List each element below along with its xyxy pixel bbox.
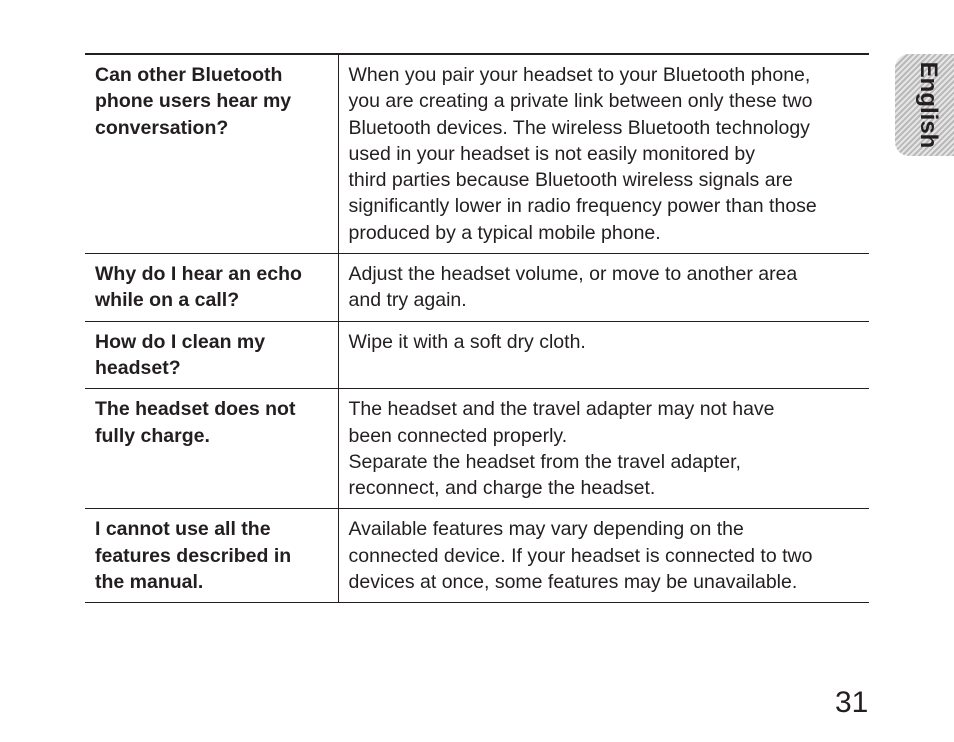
answer-line: and try again.: [348, 289, 467, 312]
faq-question: [85, 254, 338, 322]
answer-line: used in your headset is not easily monitored by: [348, 142, 755, 165]
faq-row: [85, 389, 869, 509]
faq-answer: [338, 54, 869, 254]
answer-line: significantly lower in radio frequency power than those: [348, 195, 817, 218]
answer-line: Available features may vary depending on the: [348, 518, 744, 541]
answer-line: Separate the headset from the travel adapter,: [348, 450, 741, 473]
faq-question: [85, 321, 338, 389]
question-line: The headset does not: [95, 398, 296, 421]
answer-line: been connected properly.: [348, 424, 568, 447]
page-number: 31: [835, 686, 869, 719]
faq-answer: [338, 321, 869, 389]
faq-row: [85, 509, 869, 603]
answer-line: produced by a typical mobile phone.: [348, 221, 661, 244]
question-line: Can other Bluetooth: [95, 64, 283, 86]
question-line: headset?: [95, 356, 181, 379]
answer-line: Adjust the headset volume, or move to another area: [348, 263, 798, 286]
question-line: fully charge.: [95, 424, 210, 447]
answer-line: connected device. If your headset is connected to two: [348, 544, 813, 567]
faq-question: [85, 54, 338, 254]
question-line: while on a call?: [95, 289, 240, 312]
language-tab-label: English: [915, 61, 942, 149]
faq-row: [85, 254, 869, 322]
answer-line: you are creating a private link between only these two: [348, 90, 813, 113]
faq-question: [85, 389, 338, 509]
question-line: the manual.: [95, 571, 204, 594]
answer-line: Bluetooth devices. The wireless Bluetooth technology: [348, 116, 810, 139]
faq-answer: [338, 254, 869, 322]
answer-line: When you pair your headset to your Bluetooth phone,: [348, 64, 811, 86]
answer-line: third parties because Bluetooth wireless signals are: [348, 169, 793, 192]
answer-line: Wipe it with a soft dry cloth.: [348, 330, 586, 353]
answer-line: The headset and the travel adapter may not have: [348, 398, 775, 421]
question-line: conversation?: [95, 116, 229, 139]
answer-line: devices at once, some features may be unavailable.: [348, 571, 798, 594]
question-line: phone users hear my: [95, 90, 292, 113]
language-tab: [895, 54, 954, 156]
question-line: features described in: [95, 544, 292, 567]
question-line: Why do I hear an echo: [95, 263, 302, 286]
faq-row: [85, 54, 869, 254]
faq-table: [85, 53, 869, 603]
faq-question: [85, 509, 338, 603]
faq-answer: [338, 509, 869, 603]
question-line: I cannot use all the: [95, 518, 271, 541]
faq-row: [85, 321, 869, 389]
question-line: How do I clean my: [95, 330, 266, 353]
answer-line: reconnect, and charge the headset.: [348, 477, 656, 500]
faq-answer: [338, 389, 869, 509]
